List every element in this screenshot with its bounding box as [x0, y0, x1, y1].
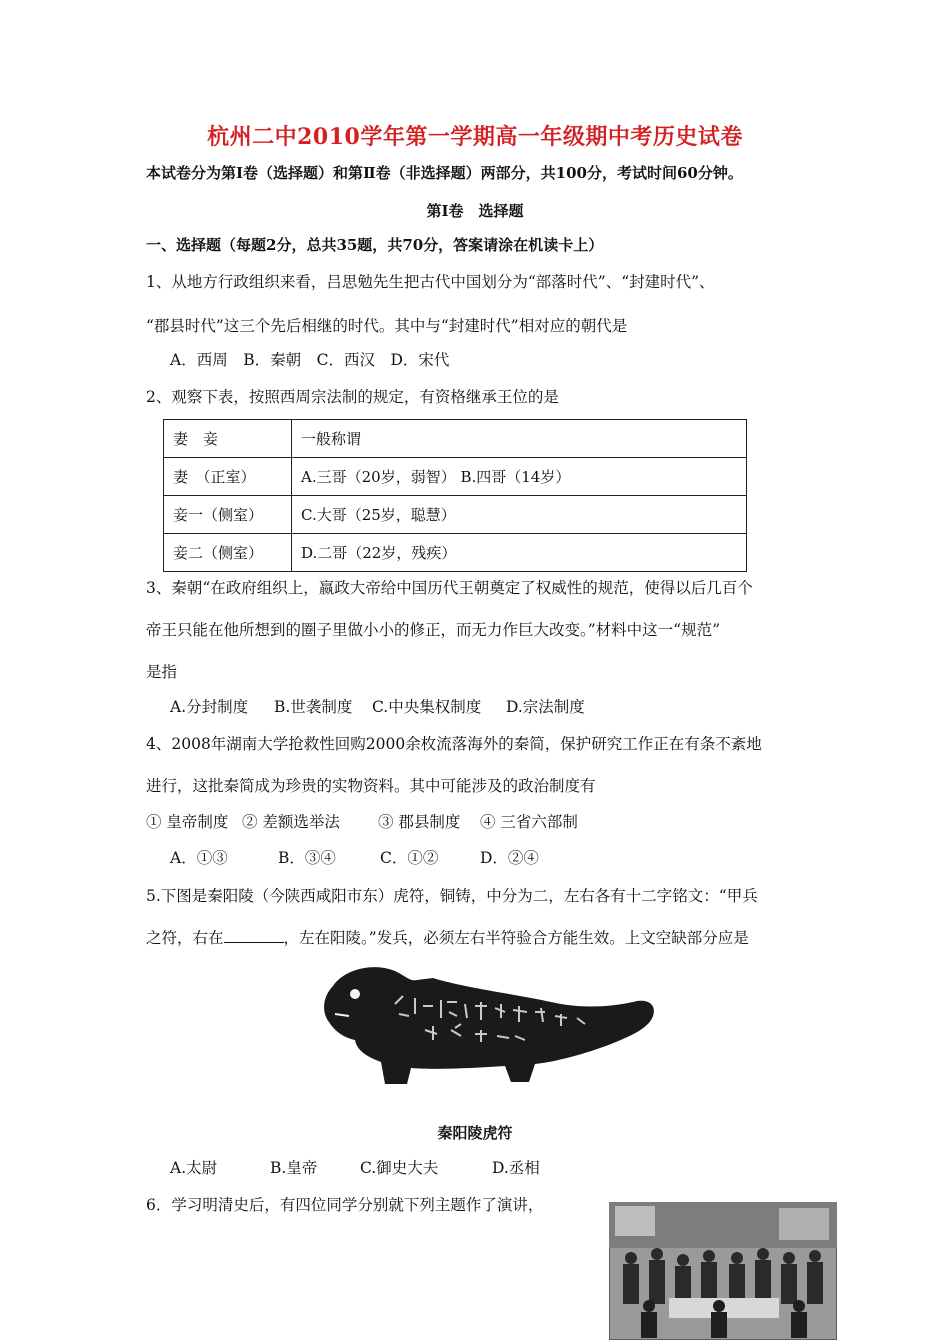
figure-caption: 秦阳陵虎符: [437, 1124, 513, 1142]
q5-line-1: 5.下图是秦阳陵（今陕西咸阳市东）虎符，铜铸，中分为二，左右各有十二字铭文：“甲兵: [146, 887, 758, 905]
option-a: A．①③: [170, 849, 228, 867]
q2-table: [163, 419, 747, 572]
option-a: A.分封制度: [170, 698, 249, 716]
part-heading: 一、选择题（每题2分，总共35题，共70分，答案请涂在机读卡上）: [146, 236, 604, 254]
q4-line-2: 进行，这批秦简成为珍贵的实物资料。其中可能涉及的政治制度有: [146, 777, 596, 795]
exam-intro: 本试卷分为第Ⅰ卷（选择题）和第Ⅱ卷（非选择题）两部分，共100分，考试时间60分钟。: [146, 164, 743, 182]
item-3: ③ 郡县制度: [378, 813, 461, 831]
option-c: C.中央集权制度: [372, 698, 482, 716]
q4-options: [170, 846, 539, 868]
q4-items: [146, 810, 578, 832]
q1-line-2: “郡县时代”这三个先后相继的时代。其中与“封建时代”相对应的朝代是: [146, 317, 628, 335]
option-d: D.宗法制度: [506, 698, 585, 716]
option-a: A.太尉: [170, 1159, 218, 1177]
q3-line-3: 是指: [146, 663, 178, 681]
item-1: ① 皇帝制度: [146, 813, 229, 831]
option-c: C.御史大夫: [360, 1159, 439, 1177]
q5-line-2-start: 之符，右在: [146, 929, 224, 947]
table-row: [164, 534, 747, 572]
q1-line-1: 1、从地方行政组织来看，吕思勉先生把古代中国划分为“部落时代”、“封建时代”、: [146, 273, 715, 291]
q2-stem: 2、观察下表，按照西周宗法制的规定，有资格继承王位的是: [146, 388, 559, 406]
option-c: C．①②: [380, 849, 439, 867]
q5-line-2-end: ，左在阳陵。”发兵，必须左右半符验合方能生效。上文空缺部分应是: [283, 929, 749, 947]
item-4: ④ 三省六部制: [480, 813, 578, 831]
item-2: ② 差额选举法: [242, 813, 340, 831]
q5-options: [170, 1156, 540, 1178]
option-b: B．③④: [278, 849, 336, 867]
answer-blank: [224, 928, 284, 943]
table-cell: 妾二（侧室）: [164, 534, 292, 572]
option-d: D．②④: [480, 849, 539, 867]
option-d: D.丞相: [492, 1159, 540, 1177]
q3-line-1: 3、秦朝“在政府组织上，嬴政大帝给中国历代王朝奠定了权威性的规范，使得以后几百个: [146, 579, 753, 597]
q6-line-1: 6．学习明清史后，有四位同学分别就下列主题作了演讲，: [146, 1196, 544, 1214]
table-cell: C.大哥（25岁，聪慧）: [292, 496, 747, 534]
option-b: B.世袭制度: [274, 698, 353, 716]
table-cell: 妻 妾: [164, 420, 292, 458]
option-b: B.皇帝: [270, 1159, 318, 1177]
table-cell: D.二哥（22岁，残疾）: [292, 534, 747, 572]
exam-title: 杭州二中2010学年第一学期高一年级期中考历史试卷: [207, 124, 743, 150]
tiger-tally-image: [315, 958, 660, 1113]
q3-line-2: 帝王只能在他所想到的圈子里做小小的修正，而无力作巨大改变。”材料中这一“规范”: [146, 621, 721, 639]
table-cell: 妻 （正室）: [164, 458, 292, 496]
q5-line-2: [146, 926, 749, 948]
section-heading: 第Ⅰ卷 选择题: [426, 202, 524, 220]
q3-options: [170, 695, 585, 717]
table-row: [164, 496, 747, 534]
q4-line-1: 4、2008年湖南大学抢救性回购2000余枚流落海外的秦简，保护研究工作正在有条不紊地: [146, 735, 762, 753]
table-cell: 妾一（侧室）: [164, 496, 292, 534]
table-row: [164, 420, 747, 458]
historical-photo: [609, 1202, 837, 1340]
table-row: [164, 458, 747, 496]
table-cell: A.三哥（20岁，弱智） B.四哥（14岁）: [292, 458, 747, 496]
table-cell: 一般称谓: [292, 420, 747, 458]
q1-options: A．西周 B．秦朝 C．西汉 D．宋代: [170, 351, 450, 369]
